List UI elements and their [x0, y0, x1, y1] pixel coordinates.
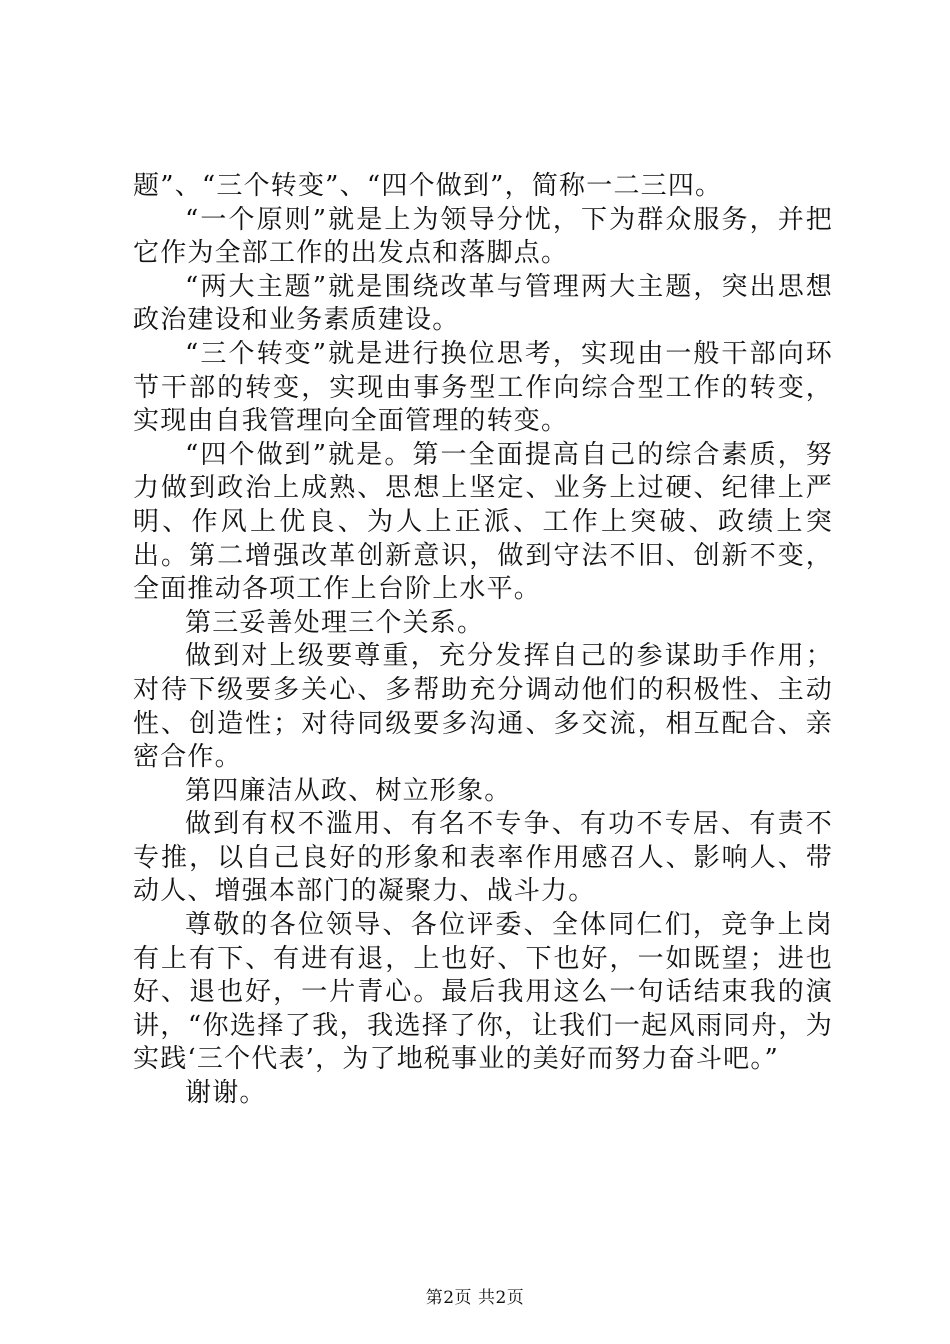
paragraph: “三个转变”就是进行换位思考，实现由一般干部向环节干部的转变，实现由事务型工作向综合型工作的转变，实现由自我管理向全面管理的转变。: [133, 338, 833, 437]
paragraph: 尊敬的各位领导、各位评委、全体同仁们，竞争上岗有上有下、有进有退，上也好、下也好，一如既望；进也好、退也好，一片青心。最后我用这么一句话结束我的演讲，“你选择了我，我选择了你，让我们一起风雨同舟，为实践‘三个代表’，为了地税事业的美好而努力奋斗吧。”: [133, 910, 833, 1075]
paragraph: “四个做到”就是。第一全面提高自己的综合素质，努力做到政治上成熟、思想上坚定、业务上过硬、纪律上严明、作风上优良、为人上正派、工作上突破、政绩上突出。第二增强改革创新意识，做到守法不旧、创新不变，全面推动各项工作上台阶上水平。: [133, 439, 833, 605]
paragraph: 做到有权不滥用、有名不专争、有功不专居、有责不专推，以自己良好的形象和表率作用感召人、影响人、带动人、增强本部门的凝聚力、战斗力。: [133, 809, 833, 907]
page-number-footer: 第2页 共2页: [425, 1288, 525, 1308]
paragraph: “一个原则”就是上为领导分忧，下为群众服务，并把它作为全部工作的出发点和落脚点。: [133, 204, 833, 269]
paragraph: 第四廉洁从政、树立形象。: [185, 775, 512, 806]
paragraph: 做到对上级要尊重，充分发挥自己的参谋助手作用；对待下级要多关心、多帮助充分调动他们的积极性、主动性、创造性；对待同级要多沟通、多交流，相互配合、亲密合作。: [133, 641, 833, 773]
paragraph: “两大主题”就是围绕改革与管理两大主题，突出思想政治建设和业务素质建设。: [133, 271, 833, 336]
document-body: [133, 170, 833, 1111]
paragraph: 谢谢。: [185, 1078, 267, 1109]
paragraph: 第三妥善处理三个关系。: [185, 607, 485, 638]
paragraph: 题”、“三个转变”、“四个做到”，简称一二三四。: [133, 171, 723, 201]
